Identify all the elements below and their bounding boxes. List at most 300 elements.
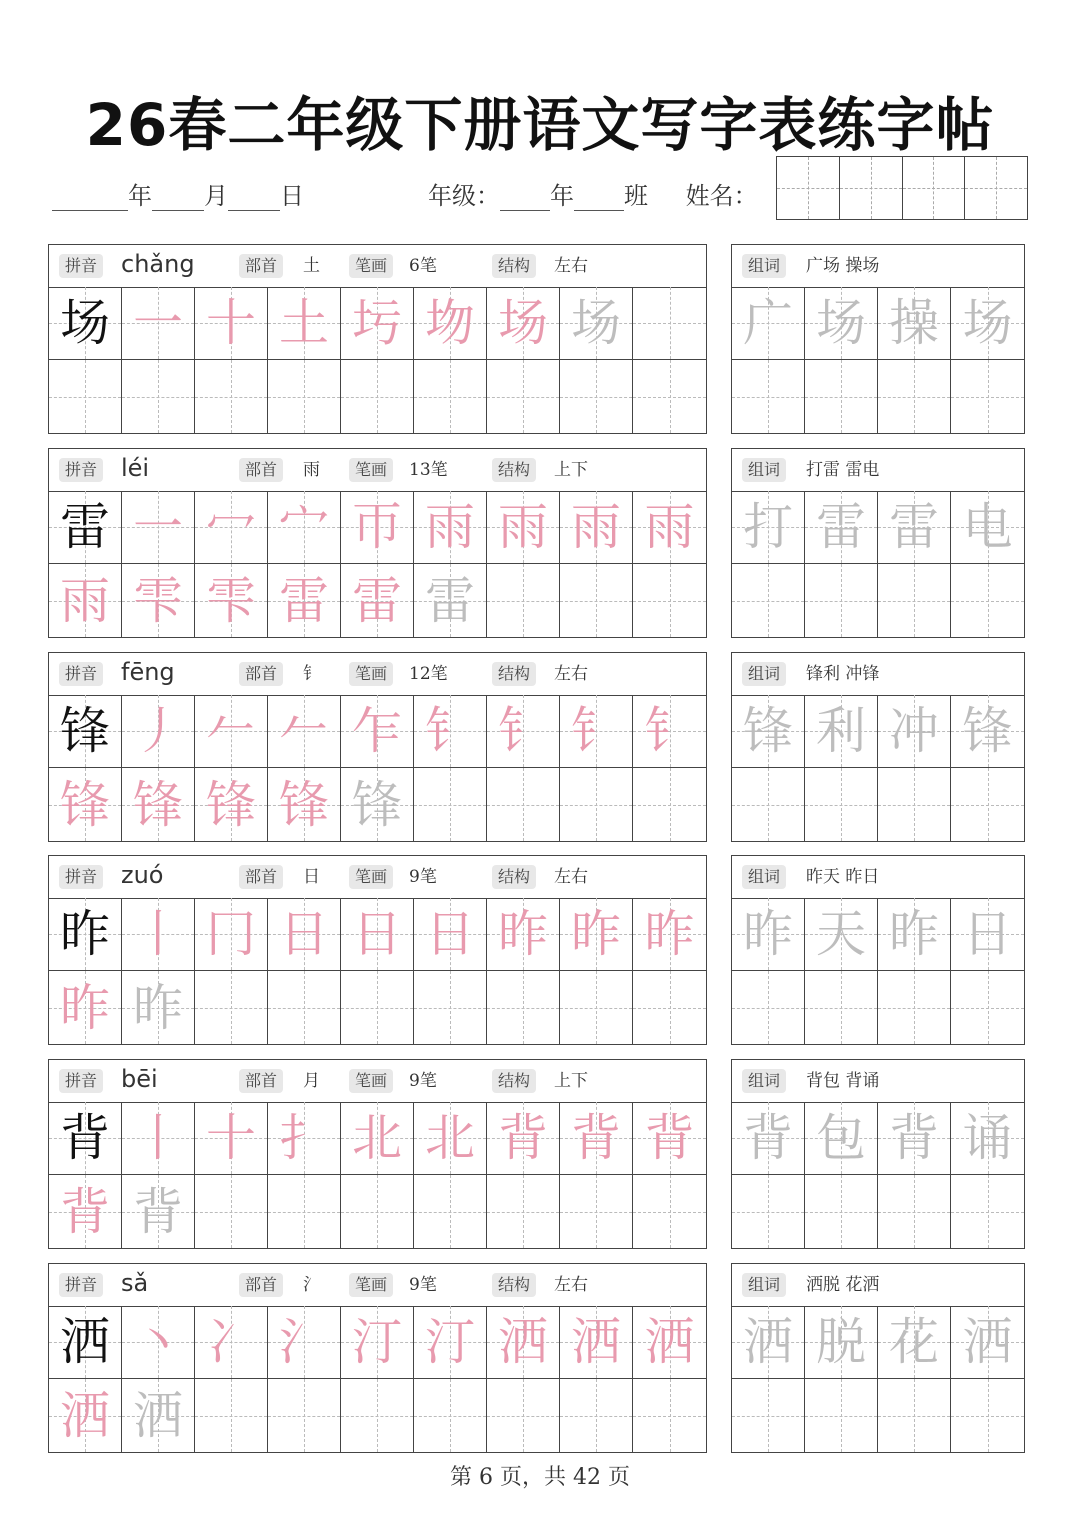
- radical-value: 月: [303, 1071, 320, 1091]
- writing-cell[interactable]: [268, 1102, 341, 1175]
- words-header: [732, 245, 1024, 288]
- writing-cell[interactable]: [341, 695, 414, 768]
- stroke-step-glyph: 钅: [425, 702, 475, 760]
- model-character: 场: [60, 294, 110, 352]
- stroke-step-glyph: 钅: [571, 702, 621, 760]
- word-cell[interactable]: [732, 1306, 805, 1379]
- stroke-order-step: [122, 287, 194, 359]
- name-cell[interactable]: [840, 157, 903, 219]
- strokes-label: 笔画: [349, 458, 393, 482]
- stroke-order-step: [341, 898, 413, 970]
- trace-character: 昨: [133, 978, 183, 1037]
- writing-cell[interactable]: [487, 971, 560, 1044]
- radical-value: 日: [303, 867, 320, 887]
- stroke-step-glyph: 圽: [425, 294, 475, 352]
- word-cell[interactable]: [951, 898, 1024, 971]
- stroke-step-glyph: 雫: [206, 571, 256, 630]
- writing-cell[interactable]: [268, 564, 341, 637]
- stroke-order-step: [414, 1102, 486, 1174]
- word-cell[interactable]: [878, 898, 951, 971]
- words-value: 打雷 雷电: [806, 460, 880, 480]
- writing-cell[interactable]: [49, 768, 122, 841]
- writing-cell[interactable]: [560, 768, 633, 841]
- pinyin-value: léi: [121, 454, 150, 482]
- writing-cell[interactable]: [414, 898, 487, 971]
- words-label: 组词: [742, 458, 786, 482]
- char-practice-block: [48, 448, 707, 638]
- writing-cell[interactable]: [122, 564, 195, 637]
- word-cell[interactable]: [878, 287, 951, 360]
- writing-cell[interactable]: [341, 1102, 414, 1175]
- stroke-order-step: [341, 287, 413, 359]
- writing-cell[interactable]: [487, 898, 560, 971]
- writing-cell[interactable]: [633, 695, 706, 768]
- words-label: 组词: [742, 865, 786, 889]
- writing-cell[interactable]: [633, 287, 706, 360]
- radical-value: 雨: [303, 460, 320, 480]
- word-cell[interactable]: [805, 898, 878, 971]
- word-cell[interactable]: [951, 1306, 1024, 1379]
- writing-cell[interactable]: [122, 898, 195, 971]
- writing-cell[interactable]: [414, 1379, 487, 1452]
- stroke-order-step: [122, 1306, 194, 1378]
- grade-label: 年级：: [428, 182, 500, 210]
- writing-cell[interactable]: [633, 1379, 706, 1452]
- stroke-order-step: [633, 898, 706, 970]
- stroke-step-glyph: 钅: [644, 702, 695, 760]
- word-cell[interactable]: [878, 1175, 951, 1248]
- writing-cell[interactable]: [487, 360, 560, 433]
- writing-cell[interactable]: [268, 898, 341, 971]
- day-unit: 日: [280, 182, 304, 210]
- char-info-header: [49, 1264, 706, 1307]
- stroke-order-step: [487, 898, 559, 970]
- writing-cell[interactable]: [560, 1175, 633, 1248]
- word-trace-character: 包: [816, 1109, 866, 1167]
- word-trace-character: 天: [816, 905, 866, 963]
- word-cell[interactable]: [878, 768, 951, 841]
- writing-cell[interactable]: [487, 695, 560, 768]
- writing-cell[interactable]: [49, 695, 122, 768]
- stroke-order-step: [195, 491, 267, 563]
- word-cell[interactable]: [951, 360, 1024, 433]
- writing-cell[interactable]: [633, 491, 706, 564]
- word-cell[interactable]: [732, 695, 805, 768]
- writing-cell[interactable]: [560, 491, 633, 564]
- stroke-step-glyph: 北: [425, 1109, 475, 1167]
- writing-cell[interactable]: [341, 360, 414, 433]
- word-cell[interactable]: [951, 564, 1024, 637]
- writing-cell[interactable]: [49, 360, 122, 433]
- writing-cell[interactable]: [341, 287, 414, 360]
- writing-cell[interactable]: [49, 1102, 122, 1175]
- writing-cell[interactable]: [341, 1379, 414, 1452]
- writing-cell[interactable]: [268, 287, 341, 360]
- writing-cell[interactable]: [414, 287, 487, 360]
- strokes-label: 笔画: [349, 1273, 393, 1297]
- writing-cell[interactable]: [341, 971, 414, 1044]
- writing-cell[interactable]: [195, 1379, 268, 1452]
- writing-cell[interactable]: [195, 695, 268, 768]
- word-cell[interactable]: [878, 1379, 951, 1452]
- writing-cell[interactable]: [341, 898, 414, 971]
- writing-cell[interactable]: [195, 1102, 268, 1175]
- stroke-step-glyph: 日: [425, 905, 475, 963]
- writing-cell[interactable]: [633, 898, 706, 971]
- writing-cell[interactable]: [122, 971, 195, 1044]
- trace-character: 背: [133, 1182, 183, 1241]
- word-cell[interactable]: [805, 695, 878, 768]
- strokes-value: 13笔: [409, 460, 448, 480]
- writing-cell[interactable]: [122, 1102, 195, 1175]
- model-character: 洒: [60, 1313, 110, 1371]
- word-trace-character: 雷: [816, 498, 866, 556]
- word-practice-block: [731, 244, 1025, 434]
- stroke-order-step: [195, 564, 267, 637]
- word-trace-character: 场: [962, 294, 1013, 352]
- word-cell[interactable]: [732, 1379, 805, 1452]
- structure-label: 结构: [492, 865, 536, 889]
- word-trace-character: 洒: [743, 1313, 793, 1371]
- stroke-step-glyph: 锋: [206, 775, 256, 834]
- word-trace-character: 昨: [743, 905, 793, 963]
- pinyin-label: 拼音: [59, 662, 103, 686]
- radical-label: 部首: [239, 254, 283, 278]
- stroke-step-glyph: 雷: [352, 571, 402, 630]
- stroke-order-step: [268, 491, 340, 563]
- writing-cell[interactable]: [268, 491, 341, 564]
- writing-cell[interactable]: [49, 491, 122, 564]
- writing-cell[interactable]: [195, 564, 268, 637]
- word-cell[interactable]: [732, 287, 805, 360]
- writing-cell[interactable]: [487, 768, 560, 841]
- stroke-order-step: [341, 1306, 413, 1378]
- model-character: 雷: [60, 498, 110, 556]
- strokes-label: 笔画: [349, 865, 393, 889]
- writing-cell[interactable]: [560, 1306, 633, 1379]
- stroke-step-glyph: 𠂉: [279, 702, 329, 760]
- word-cell[interactable]: [805, 971, 878, 1044]
- word-cell[interactable]: [878, 564, 951, 637]
- writing-cell[interactable]: [122, 1379, 195, 1452]
- stroke-order-step: [560, 1306, 632, 1378]
- writing-cell[interactable]: [268, 1306, 341, 1379]
- stroke-step-glyph: 锋: [133, 775, 183, 834]
- words-value: 昨天 昨日: [806, 867, 880, 887]
- stroke-step-glyph: 雨: [60, 571, 110, 630]
- stroke-step-glyph: 雨: [425, 498, 475, 556]
- stroke-step-glyph: 雫: [133, 571, 183, 630]
- writing-cell[interactable]: [560, 1379, 633, 1452]
- writing-cell[interactable]: [268, 1379, 341, 1452]
- writing-cell[interactable]: [268, 695, 341, 768]
- word-practice-block: [731, 1263, 1025, 1453]
- stroke-step-glyph: 昨: [498, 905, 548, 963]
- stroke-step-glyph: 昨: [644, 905, 695, 963]
- words-label: 组词: [742, 1273, 786, 1297]
- stroke-order-step: [341, 564, 413, 637]
- model-character: 背: [60, 1109, 110, 1167]
- word-cell[interactable]: [732, 491, 805, 564]
- word-trace-character: 脱: [816, 1313, 866, 1371]
- word-cell[interactable]: [805, 1306, 878, 1379]
- writing-cell[interactable]: [633, 1175, 706, 1248]
- writing-cell[interactable]: [122, 1306, 195, 1379]
- word-cell[interactable]: [805, 491, 878, 564]
- writing-cell[interactable]: [487, 1102, 560, 1175]
- writing-cell[interactable]: [122, 768, 195, 841]
- month-blank[interactable]: [152, 186, 204, 211]
- writing-cell[interactable]: [49, 1175, 122, 1248]
- writing-cell[interactable]: [633, 360, 706, 433]
- writing-cell[interactable]: [122, 695, 195, 768]
- word-cell[interactable]: [805, 564, 878, 637]
- writing-cell[interactable]: [195, 491, 268, 564]
- stroke-order-step: [49, 768, 121, 841]
- stroke-order-step: [414, 1306, 486, 1378]
- stroke-order-step: [122, 1102, 194, 1174]
- structure-label: 结构: [492, 1069, 536, 1093]
- word-cell[interactable]: [878, 971, 951, 1044]
- stroke-step-glyph: 背: [60, 1182, 110, 1241]
- char-practice-block: [48, 1263, 707, 1453]
- writing-cell[interactable]: [560, 898, 633, 971]
- word-cell[interactable]: [878, 491, 951, 564]
- writing-cell[interactable]: [560, 287, 633, 360]
- stroke-order-step: [487, 1102, 559, 1174]
- word-trace-character: 雷: [889, 498, 939, 556]
- word-cell[interactable]: [951, 287, 1024, 360]
- stroke-step-glyph: 帀: [352, 498, 402, 556]
- word-practice-block: [731, 1059, 1025, 1249]
- writing-cell[interactable]: [341, 1306, 414, 1379]
- writing-cell[interactable]: [633, 1102, 706, 1175]
- words-header: [732, 653, 1024, 696]
- word-cell[interactable]: [951, 1102, 1024, 1175]
- words-header: [732, 1264, 1024, 1307]
- structure-value: 上下: [554, 1071, 588, 1091]
- writing-cell[interactable]: [268, 360, 341, 433]
- year-blank[interactable]: [52, 186, 128, 211]
- model-character: 锋: [60, 702, 110, 760]
- writing-cell[interactable]: [49, 564, 122, 637]
- writing-cell[interactable]: [487, 1379, 560, 1452]
- writing-cell[interactable]: [195, 768, 268, 841]
- writing-cell[interactable]: [49, 971, 122, 1044]
- word-cell[interactable]: [732, 898, 805, 971]
- writing-cell[interactable]: [341, 768, 414, 841]
- word-practice-block: [731, 855, 1025, 1045]
- model-character: 昨: [60, 905, 110, 963]
- writing-cell[interactable]: [195, 898, 268, 971]
- word-cell[interactable]: [805, 1175, 878, 1248]
- stroke-step-glyph: 北: [352, 1109, 402, 1167]
- grade-unit: 年: [550, 182, 574, 210]
- word-cell[interactable]: [805, 1379, 878, 1452]
- stroke-step-glyph: 雨: [644, 498, 695, 556]
- word-practice-block: [731, 652, 1025, 842]
- writing-cell[interactable]: [122, 287, 195, 360]
- writing-cell[interactable]: [195, 1306, 268, 1379]
- word-cell[interactable]: [951, 971, 1024, 1044]
- class-blank[interactable]: [574, 186, 624, 211]
- word-cell[interactable]: [732, 768, 805, 841]
- year-unit: 年: [128, 182, 152, 210]
- word-trace-character: 背: [743, 1109, 793, 1167]
- radical-value: 土: [303, 256, 320, 276]
- stroke-order-step: [487, 1306, 559, 1378]
- writing-cell[interactable]: [49, 287, 122, 360]
- writing-cell[interactable]: [268, 1175, 341, 1248]
- radical-label: 部首: [239, 1273, 283, 1297]
- writing-cell[interactable]: [414, 695, 487, 768]
- pinyin-label: 拼音: [59, 865, 103, 889]
- writing-cell[interactable]: [633, 971, 706, 1044]
- date-line: [52, 176, 304, 211]
- pinyin-label: 拼音: [59, 1069, 103, 1093]
- writing-cell[interactable]: [195, 1175, 268, 1248]
- word-cell[interactable]: [732, 1175, 805, 1248]
- writing-cell[interactable]: [341, 564, 414, 637]
- word-cell[interactable]: [732, 564, 805, 637]
- words-value: 锋利 冲锋: [806, 664, 880, 684]
- pinyin-label: 拼音: [59, 1273, 103, 1297]
- word-cell[interactable]: [805, 360, 878, 433]
- stroke-step-glyph: 昨: [571, 905, 621, 963]
- stroke-step-glyph: 丿: [133, 702, 183, 760]
- page-footer: 第 6 页，共 42 页: [450, 1465, 630, 1490]
- word-cell[interactable]: [878, 360, 951, 433]
- structure-value: 左右: [554, 1275, 588, 1295]
- char-info-header: [49, 1060, 706, 1103]
- stroke-order-step: [414, 898, 486, 970]
- words-header: [732, 449, 1024, 492]
- writing-cell[interactable]: [414, 768, 487, 841]
- stroke-order-step: [268, 1102, 340, 1174]
- word-cell[interactable]: [805, 287, 878, 360]
- writing-cell[interactable]: [487, 1175, 560, 1248]
- char-info-header: [49, 245, 706, 288]
- stroke-step-glyph: 十: [206, 1109, 256, 1167]
- writing-cell[interactable]: [195, 971, 268, 1044]
- stroke-step-glyph: 冂: [206, 905, 256, 963]
- stroke-order-step: [414, 287, 486, 359]
- name-cell[interactable]: [777, 157, 840, 219]
- writing-cell[interactable]: [195, 287, 268, 360]
- name-cell[interactable]: [965, 157, 1027, 219]
- stroke-order-step: [195, 1102, 267, 1174]
- writing-cell[interactable]: [414, 1175, 487, 1248]
- stroke-step-glyph: 丨: [133, 905, 183, 963]
- words-value: 背包 背诵: [806, 1071, 880, 1091]
- writing-cell[interactable]: [49, 1379, 122, 1452]
- stroke-step-glyph: 汀: [425, 1313, 475, 1371]
- word-cell[interactable]: [805, 768, 878, 841]
- word-cell[interactable]: [951, 1379, 1024, 1452]
- writing-cell[interactable]: [414, 360, 487, 433]
- writing-cell[interactable]: [487, 287, 560, 360]
- trace-character: 场: [571, 294, 621, 352]
- writing-cell[interactable]: [487, 564, 560, 637]
- writing-cell[interactable]: [122, 491, 195, 564]
- stroke-step-glyph: 一: [133, 294, 183, 352]
- stroke-step-glyph: 洒: [498, 1313, 548, 1371]
- name-box[interactable]: [776, 156, 1028, 220]
- stroke-order-step: [122, 695, 194, 767]
- writing-cell[interactable]: [49, 1306, 122, 1379]
- stroke-order-step: [122, 768, 194, 841]
- page-title: 26春二年级下册语文写字表练字帖: [85, 91, 995, 159]
- word-trace-character: 冲: [889, 702, 939, 760]
- grade-blank[interactable]: [500, 186, 550, 211]
- stroke-step-glyph: 雨: [498, 498, 548, 556]
- writing-cell[interactable]: [560, 971, 633, 1044]
- word-cell[interactable]: [951, 1175, 1024, 1248]
- writing-cell[interactable]: [414, 491, 487, 564]
- writing-cell[interactable]: [268, 971, 341, 1044]
- writing-cell[interactable]: [341, 1175, 414, 1248]
- writing-cell[interactable]: [49, 898, 122, 971]
- writing-cell[interactable]: [560, 1102, 633, 1175]
- structure-label: 结构: [492, 458, 536, 482]
- word-cell[interactable]: [805, 1102, 878, 1175]
- word-cell[interactable]: [878, 1306, 951, 1379]
- writing-cell[interactable]: [560, 695, 633, 768]
- writing-cell[interactable]: [414, 971, 487, 1044]
- char-practice-block: [48, 244, 707, 434]
- writing-cell[interactable]: [341, 491, 414, 564]
- trace-character: 洒: [133, 1386, 183, 1445]
- writing-cell[interactable]: [487, 491, 560, 564]
- word-cell[interactable]: [951, 768, 1024, 841]
- writing-cell[interactable]: [633, 1306, 706, 1379]
- writing-cell[interactable]: [268, 768, 341, 841]
- pinyin-value: bēi: [121, 1065, 158, 1093]
- name-cell[interactable]: [903, 157, 966, 219]
- writing-cell[interactable]: [560, 360, 633, 433]
- writing-cell[interactable]: [122, 360, 195, 433]
- word-cell[interactable]: [951, 491, 1024, 564]
- stroke-step-glyph: 圬: [352, 294, 402, 352]
- writing-cell[interactable]: [487, 1306, 560, 1379]
- day-blank[interactable]: [228, 186, 280, 211]
- strokes-value: 12笔: [409, 664, 448, 684]
- stroke-step-glyph: 雷: [279, 571, 329, 630]
- word-cell[interactable]: [732, 360, 805, 433]
- word-cell[interactable]: [732, 1102, 805, 1175]
- word-cell[interactable]: [878, 1102, 951, 1175]
- writing-cell[interactable]: [633, 768, 706, 841]
- word-practice-block: [731, 448, 1025, 638]
- writing-cell[interactable]: [122, 1175, 195, 1248]
- writing-cell[interactable]: [195, 360, 268, 433]
- writing-cell[interactable]: [633, 564, 706, 637]
- writing-cell[interactable]: [560, 564, 633, 637]
- writing-cell[interactable]: [414, 1306, 487, 1379]
- word-cell[interactable]: [951, 695, 1024, 768]
- radical-label: 部首: [239, 1069, 283, 1093]
- writing-cell[interactable]: [414, 1102, 487, 1175]
- stroke-order-step: [633, 491, 706, 563]
- pinyin-value: fēng: [121, 658, 175, 686]
- writing-cell[interactable]: [414, 564, 487, 637]
- char-practice-block: [48, 1059, 707, 1249]
- stroke-order-step: [268, 898, 340, 970]
- structure-value: 左右: [554, 664, 588, 684]
- word-cell[interactable]: [878, 695, 951, 768]
- word-cell[interactable]: [732, 971, 805, 1044]
- stroke-step-glyph: 洒: [60, 1386, 110, 1445]
